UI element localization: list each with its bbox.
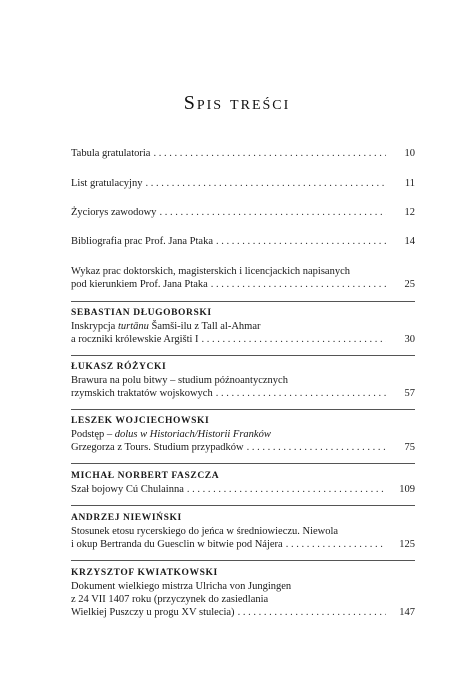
separator-line bbox=[71, 409, 415, 410]
page-number: 57 bbox=[404, 388, 415, 399]
entry-title: Wielkiej Puszczy u progu XV stulecia) bbox=[71, 607, 235, 618]
entry-author: ANDRZEJ NIEWIŃSKI bbox=[71, 513, 182, 523]
separator-line bbox=[71, 505, 415, 506]
toc-entry bbox=[71, 307, 415, 346]
entry-title-line: Dokument wielkiego mistrza Ulricha von Jungingen bbox=[71, 581, 292, 592]
dot-leader bbox=[247, 441, 386, 454]
entry-title-line: Podstęp – dolus w Historiach/Historii Franków bbox=[71, 429, 271, 440]
dot-leader bbox=[216, 235, 386, 248]
page-number: 10 bbox=[404, 148, 415, 159]
entry-author: SEBASTIAN DŁUGOBORSKI bbox=[71, 308, 212, 318]
dot-leader bbox=[202, 333, 386, 346]
entry-title: Życiorys zawodowy bbox=[71, 207, 157, 218]
separator-line bbox=[71, 301, 415, 302]
separator-line bbox=[71, 355, 415, 356]
entry-author: ŁUKASZ RÓŻYCKI bbox=[71, 362, 167, 372]
toc-entry bbox=[71, 206, 415, 219]
dot-leader bbox=[216, 387, 386, 400]
dot-leader bbox=[159, 206, 386, 219]
entry-title-line: Inskrypcja turtānu Šamši-ilu z Tall al-Ahmar bbox=[71, 321, 261, 332]
separator-line bbox=[71, 560, 415, 561]
entry-title: Szał bojowy Cú Chulainna bbox=[71, 484, 184, 495]
separator-line bbox=[71, 463, 415, 464]
toc-entry bbox=[71, 415, 415, 454]
page-number: 147 bbox=[399, 607, 415, 618]
toc-entry bbox=[71, 147, 415, 160]
entry-title: a roczniki królewskie Argišti I bbox=[71, 334, 199, 345]
page-number: 25 bbox=[404, 279, 415, 290]
page-number: 109 bbox=[399, 484, 415, 495]
page-number: 30 bbox=[404, 334, 415, 345]
entry-author: MICHAŁ NORBERT FASZCZA bbox=[71, 471, 220, 481]
entry-title: i okup Bertranda du Guesclin w bitwie pod Nájera bbox=[71, 539, 283, 550]
entry-title: pod kierunkiem Prof. Jana Ptaka bbox=[71, 279, 208, 290]
dot-leader bbox=[153, 147, 386, 160]
entry-title-line: Brawura na polu bitwy – studium późnoantycznych bbox=[71, 375, 288, 386]
entry-title: List gratulacyjny bbox=[71, 178, 143, 189]
entry-title: Grzegorza z Tours. Studium przypadków bbox=[71, 442, 244, 453]
entry-title: Bibliografia prac Prof. Jana Ptaka bbox=[71, 236, 213, 247]
page-number: 14 bbox=[404, 236, 415, 247]
entry-title-line: Stosunek etosu rycerskiego do jeńca w średniowieczu. Niewola bbox=[71, 526, 339, 537]
page-number: 12 bbox=[404, 207, 415, 218]
entry-title-line: Wykaz prac doktorskich, magisterskich i licencjackich napisanych bbox=[71, 266, 350, 277]
entry-author: LESZEK WOJCIECHOWSKI bbox=[71, 416, 210, 426]
dot-leader bbox=[187, 483, 386, 496]
toc-entry bbox=[71, 470, 415, 496]
toc-entry bbox=[71, 177, 415, 190]
entry-author: KRZYSZTOF KWIATKOWSKI bbox=[71, 568, 218, 578]
page-title: Spis treści bbox=[183, 92, 291, 114]
dot-leader bbox=[238, 606, 386, 619]
toc-entry bbox=[71, 361, 415, 400]
entry-title: rzymskich traktatów wojskowych bbox=[71, 388, 213, 399]
entry-title-line: z 24 VII 1407 roku (przyczynek do zasiedlania bbox=[71, 594, 269, 605]
page-number: 125 bbox=[399, 539, 415, 550]
entry-title: Tabula gratulatoria bbox=[71, 148, 151, 159]
toc-entry bbox=[71, 567, 415, 619]
toc-entry bbox=[71, 512, 415, 551]
dot-leader bbox=[286, 538, 386, 551]
page-number: 11 bbox=[404, 178, 415, 189]
page-number: 75 bbox=[404, 442, 415, 453]
dot-leader bbox=[211, 278, 386, 291]
toc-entry bbox=[71, 235, 415, 248]
toc-entry bbox=[71, 265, 415, 291]
dot-leader bbox=[145, 177, 386, 190]
